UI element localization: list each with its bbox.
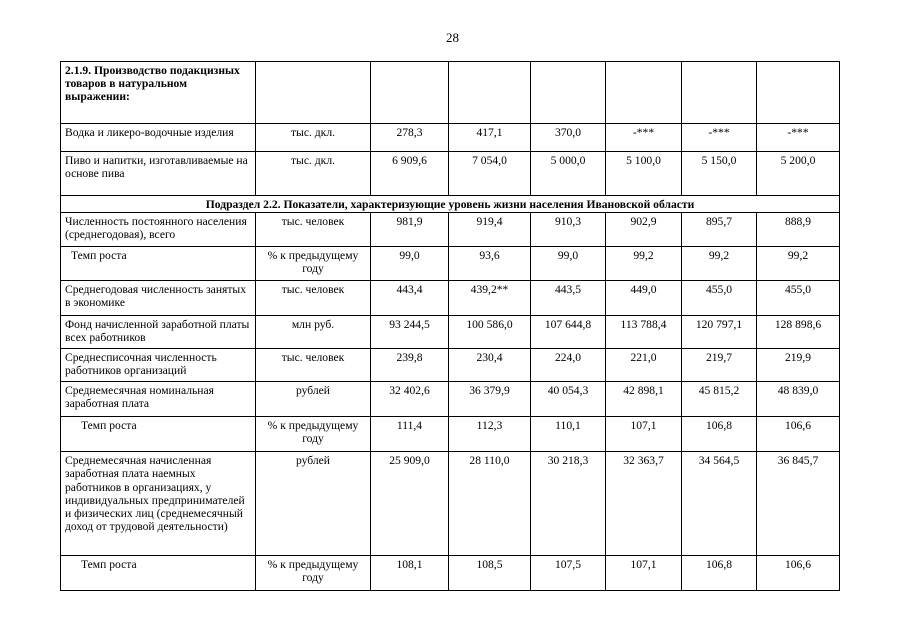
cell-value: 99,2 (757, 247, 840, 281)
cell-value: 919,4 (449, 213, 531, 247)
row-unit: тыс. дкл. (256, 152, 371, 196)
row-label: Численность постоянного населения (среднегодовая), всего (61, 213, 256, 247)
row-label: Среднегодовая численность занятых в экономике (61, 281, 256, 316)
cell-value: 93 244,5 (371, 316, 449, 349)
cell-value: 99,2 (606, 247, 682, 281)
cell-value: 278,3 (371, 124, 449, 152)
cell-value: 107,5 (531, 556, 606, 591)
cell-value: 99,0 (371, 247, 449, 281)
section-heading: 2.1.9. Производство подакцизных товаров в натуральном выражении: (61, 62, 256, 124)
cell-value: 230,4 (449, 349, 531, 382)
row-unit: рублей (256, 452, 371, 556)
row-unit: % к предыдущему году (256, 247, 371, 281)
cell-value: 370,0 (531, 124, 606, 152)
page-number: 28 (446, 30, 459, 45)
row-label: Среднемесячная начисленная заработная плата наемных работников в организациях, у индивидуальных предпринимателей и физических лиц (среднемесячный доход от трудовой деятельности) (61, 452, 256, 556)
row-unit: тыс. человек (256, 281, 371, 316)
table-row (61, 349, 840, 382)
table-row (61, 316, 840, 349)
cell-value: 32 402,6 (371, 382, 449, 417)
row-unit: тыс. дкл. (256, 124, 371, 152)
cell-value: 48 839,0 (757, 382, 840, 417)
cell-value: 455,0 (757, 281, 840, 316)
table-row (61, 281, 840, 316)
table-row (61, 382, 840, 417)
cell-value: 120 797,1 (682, 316, 757, 349)
row-label: Темп роста (61, 247, 256, 281)
cell-value: 128 898,6 (757, 316, 840, 349)
cell-value: 106,8 (682, 556, 757, 591)
row-label: Среднемесячная номинальная заработная плата (61, 382, 256, 417)
cell-value: 443,4 (371, 281, 449, 316)
cell-value: 30 218,3 (531, 452, 606, 556)
cell-value: 449,0 (606, 281, 682, 316)
row-label: Темп роста (61, 556, 256, 591)
cell-value: 455,0 (682, 281, 757, 316)
indicators-table (60, 61, 840, 591)
table-row-subsection (61, 196, 840, 213)
cell-value: 219,7 (682, 349, 757, 382)
cell-value: 888,9 (757, 213, 840, 247)
cell-value: 107,1 (606, 417, 682, 452)
cell-value: 5 100,0 (606, 152, 682, 196)
cell-value: 100 586,0 (449, 316, 531, 349)
cell-value: 5 200,0 (757, 152, 840, 196)
cell-value: 108,1 (371, 556, 449, 591)
row-unit: тыс. человек (256, 213, 371, 247)
row-label: Водка и ликеро-водочные изделия (61, 124, 256, 152)
table-row (61, 452, 840, 556)
table-row (61, 152, 840, 196)
cell-value: 25 909,0 (371, 452, 449, 556)
cell-value: 239,8 (371, 349, 449, 382)
cell-value: 106,6 (757, 556, 840, 591)
row-unit: рублей (256, 382, 371, 417)
table-row (61, 213, 840, 247)
cell-value: 902,9 (606, 213, 682, 247)
cell-value: 219,9 (757, 349, 840, 382)
cell-value: 110,1 (531, 417, 606, 452)
cell-value: 6 909,6 (371, 152, 449, 196)
table-row (61, 556, 840, 591)
row-unit: % к предыдущему году (256, 556, 371, 591)
cell-value: 106,8 (682, 417, 757, 452)
cell-value: 224,0 (531, 349, 606, 382)
cell-value: 99,2 (682, 247, 757, 281)
cell-value: -*** (757, 124, 840, 152)
cell-value: 417,1 (449, 124, 531, 152)
row-label: Среднесписочная численность работников организаций (61, 349, 256, 382)
row-unit: тыс. человек (256, 349, 371, 382)
table-row (61, 247, 840, 281)
cell-value: 443,5 (531, 281, 606, 316)
cell-value: 32 363,7 (606, 452, 682, 556)
cell-value: 34 564,5 (682, 452, 757, 556)
cell-value: 981,9 (371, 213, 449, 247)
cell-value: 45 815,2 (682, 382, 757, 417)
cell-value: 113 788,4 (606, 316, 682, 349)
cell-value: 40 054,3 (531, 382, 606, 417)
cell-value: 910,3 (531, 213, 606, 247)
cell-value: 221,0 (606, 349, 682, 382)
row-label: Темп роста (61, 417, 256, 452)
cell-value: 5 000,0 (531, 152, 606, 196)
cell-value: 5 150,0 (682, 152, 757, 196)
cell-value: 93,6 (449, 247, 531, 281)
cell-value: 108,5 (449, 556, 531, 591)
cell-value: -*** (606, 124, 682, 152)
table-row-heading (61, 62, 840, 124)
cell-value: 439,2** (449, 281, 531, 316)
table-row (61, 124, 840, 152)
cell-value: -*** (682, 124, 757, 152)
cell-value: 107 644,8 (531, 316, 606, 349)
row-unit: % к предыдущему году (256, 417, 371, 452)
row-label: Фонд начисленной заработной платы всех работников (61, 316, 256, 349)
cell-value: 895,7 (682, 213, 757, 247)
cell-value: 106,6 (757, 417, 840, 452)
cell-value: 7 054,0 (449, 152, 531, 196)
cell-value: 36 845,7 (757, 452, 840, 556)
cell-value: 112,3 (449, 417, 531, 452)
cell-value: 107,1 (606, 556, 682, 591)
cell-value: 99,0 (531, 247, 606, 281)
cell-value: 28 110,0 (449, 452, 531, 556)
subsection-title: Подраздел 2.2. Показатели, характеризующие уровень жизни населения Ивановской области (61, 196, 840, 213)
row-unit: млн руб. (256, 316, 371, 349)
cell-value: 36 379,9 (449, 382, 531, 417)
row-label: Пиво и напитки, изготавливаемые на основе пива (61, 152, 256, 196)
cell-value: 111,4 (371, 417, 449, 452)
table-row (61, 417, 840, 452)
cell-value: 42 898,1 (606, 382, 682, 417)
